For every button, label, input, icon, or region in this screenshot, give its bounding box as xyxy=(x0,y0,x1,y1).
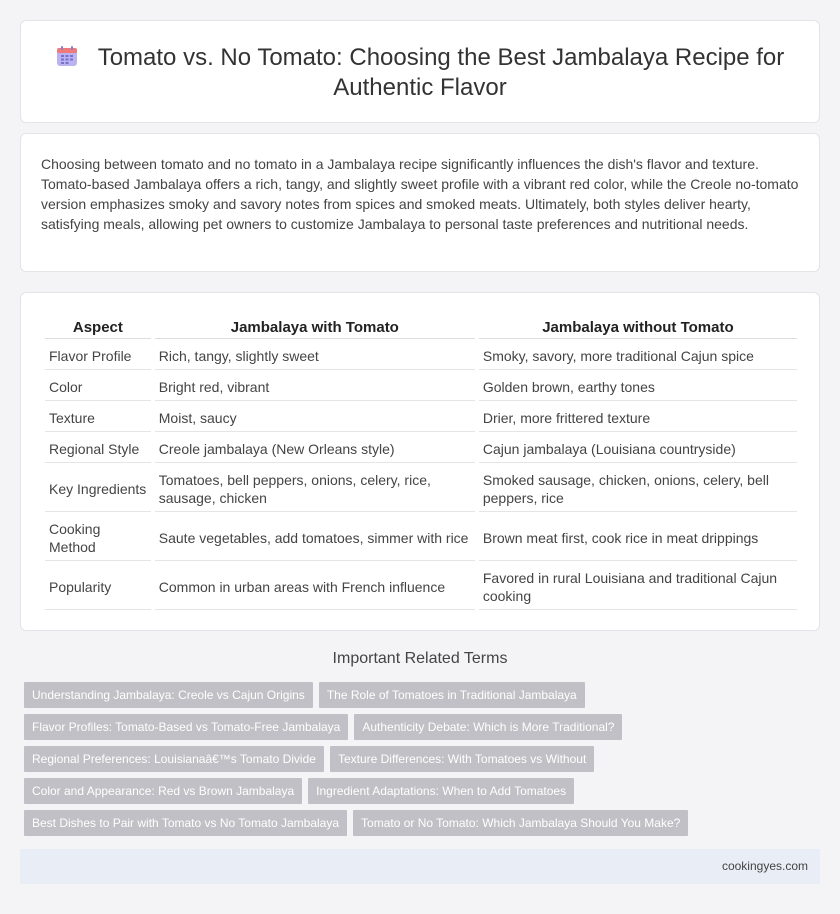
tag-row xyxy=(24,778,804,810)
related-term-tag[interactable]: Ingredient Adaptations: When to Add Tomatoes xyxy=(308,778,574,804)
related-term-tag[interactable]: Flavor Profiles: Tomato-Based vs Tomato-Free Jambalaya xyxy=(24,714,348,740)
without-tomato-cell: Smoky, savory, more traditional Cajun spice xyxy=(479,341,797,370)
header-with-tomato: Jambalaya with Tomato xyxy=(155,315,475,339)
without-tomato-cell: Golden brown, earthy tones xyxy=(479,372,797,401)
table-header-row xyxy=(45,315,797,339)
related-term-tag[interactable]: The Role of Tomatoes in Traditional Jambalaya xyxy=(319,682,585,708)
aspect-cell: Regional Style xyxy=(45,434,151,463)
aspect-cell: Flavor Profile xyxy=(45,341,151,370)
site-name[interactable]: cookingyes.com xyxy=(721,859,808,873)
related-term-tag[interactable]: Texture Differences: With Tomatoes vs Without xyxy=(330,746,594,772)
tag-row xyxy=(24,810,804,842)
related-term-tag[interactable]: Regional Preferences: Louisianaâ€™s Tomato Divide xyxy=(24,746,324,772)
related-terms-list xyxy=(24,682,804,842)
header-without-tomato: Jambalaya without Tomato xyxy=(479,315,797,339)
comparison-table xyxy=(41,313,801,612)
without-tomato-cell: Drier, more frittered texture xyxy=(479,403,797,432)
related-term-tag[interactable]: Best Dishes to Pair with Tomato vs No Tomato Jambalaya xyxy=(24,810,347,836)
tag-row xyxy=(24,714,804,746)
without-tomato-cell: Smoked sausage, chicken, onions, celery, bell peppers, rice xyxy=(479,465,797,512)
intro-card xyxy=(20,133,820,272)
with-tomato-cell: Saute vegetables, add tomatoes, simmer with rice xyxy=(155,514,475,561)
related-terms-heading: Important Related Terms xyxy=(332,650,508,667)
aspect-cell: Cooking Method xyxy=(45,514,151,561)
with-tomato-cell: Moist, saucy xyxy=(155,403,475,432)
aspect-cell: Key Ingredients xyxy=(45,465,151,512)
table-row xyxy=(45,372,797,401)
title-wrap xyxy=(51,43,789,103)
page-title-text: Tomato vs. No Tomato: Choosing the Best Jambalaya Recipe for Authentic Flavor xyxy=(97,44,785,101)
table-row xyxy=(45,434,797,463)
with-tomato-cell: Tomatoes, bell peppers, onions, celery, rice, sausage, chicken xyxy=(155,465,475,512)
aspect-cell: Popularity xyxy=(45,563,151,610)
related-term-tag[interactable]: Authenticity Debate: Which is More Traditional? xyxy=(354,714,622,740)
table-row xyxy=(45,341,797,370)
with-tomato-cell: Common in urban areas with French influence xyxy=(155,563,475,610)
with-tomato-cell: Creole jambalaya (New Orleans style) xyxy=(155,434,475,463)
header-card xyxy=(20,20,820,123)
table-row xyxy=(45,465,797,512)
without-tomato-cell: Favored in rural Louisiana and traditional Cajun cooking xyxy=(479,563,797,610)
related-term-tag[interactable]: Tomato or No Tomato: Which Jambalaya Should You Make? xyxy=(353,810,688,836)
intro-paragraph: Choosing between tomato and no tomato in a Jambalaya recipe significantly influences the dish's flavor and texture. Tomato-based Jambalaya offers a rich, tangy, and slightly sweet profile with a vibrant red color, while the Creole no-tomato version emphasizes smoky and savory notes from spices and smoked meats. Ultimately, both styles deliver hearty, satisfying meals, allowing pet owners to customize Jambalaya to personal taste preferences and nutritional needs. xyxy=(41,156,799,232)
tag-row xyxy=(24,682,804,714)
without-tomato-cell: Brown meat first, cook rice in meat drippings xyxy=(479,514,797,561)
with-tomato-cell: Bright red, vibrant xyxy=(155,372,475,401)
calendar-icon xyxy=(56,45,78,67)
table-row xyxy=(45,514,797,561)
related-term-tag[interactable]: Color and Appearance: Red vs Brown Jambalaya xyxy=(24,778,302,804)
header-aspect: Aspect xyxy=(45,315,151,339)
without-tomato-cell: Cajun jambalaya (Louisiana countryside) xyxy=(479,434,797,463)
related-term-tag[interactable]: Understanding Jambalaya: Creole vs Cajun Origins xyxy=(24,682,313,708)
page-title xyxy=(51,43,789,103)
table-row xyxy=(45,403,797,432)
comparison-card xyxy=(20,292,820,631)
footer xyxy=(20,849,820,884)
aspect-cell: Texture xyxy=(45,403,151,432)
tag-row xyxy=(24,746,804,778)
aspect-cell: Color xyxy=(45,372,151,401)
with-tomato-cell: Rich, tangy, slightly sweet xyxy=(155,341,475,370)
table-row xyxy=(45,563,797,610)
